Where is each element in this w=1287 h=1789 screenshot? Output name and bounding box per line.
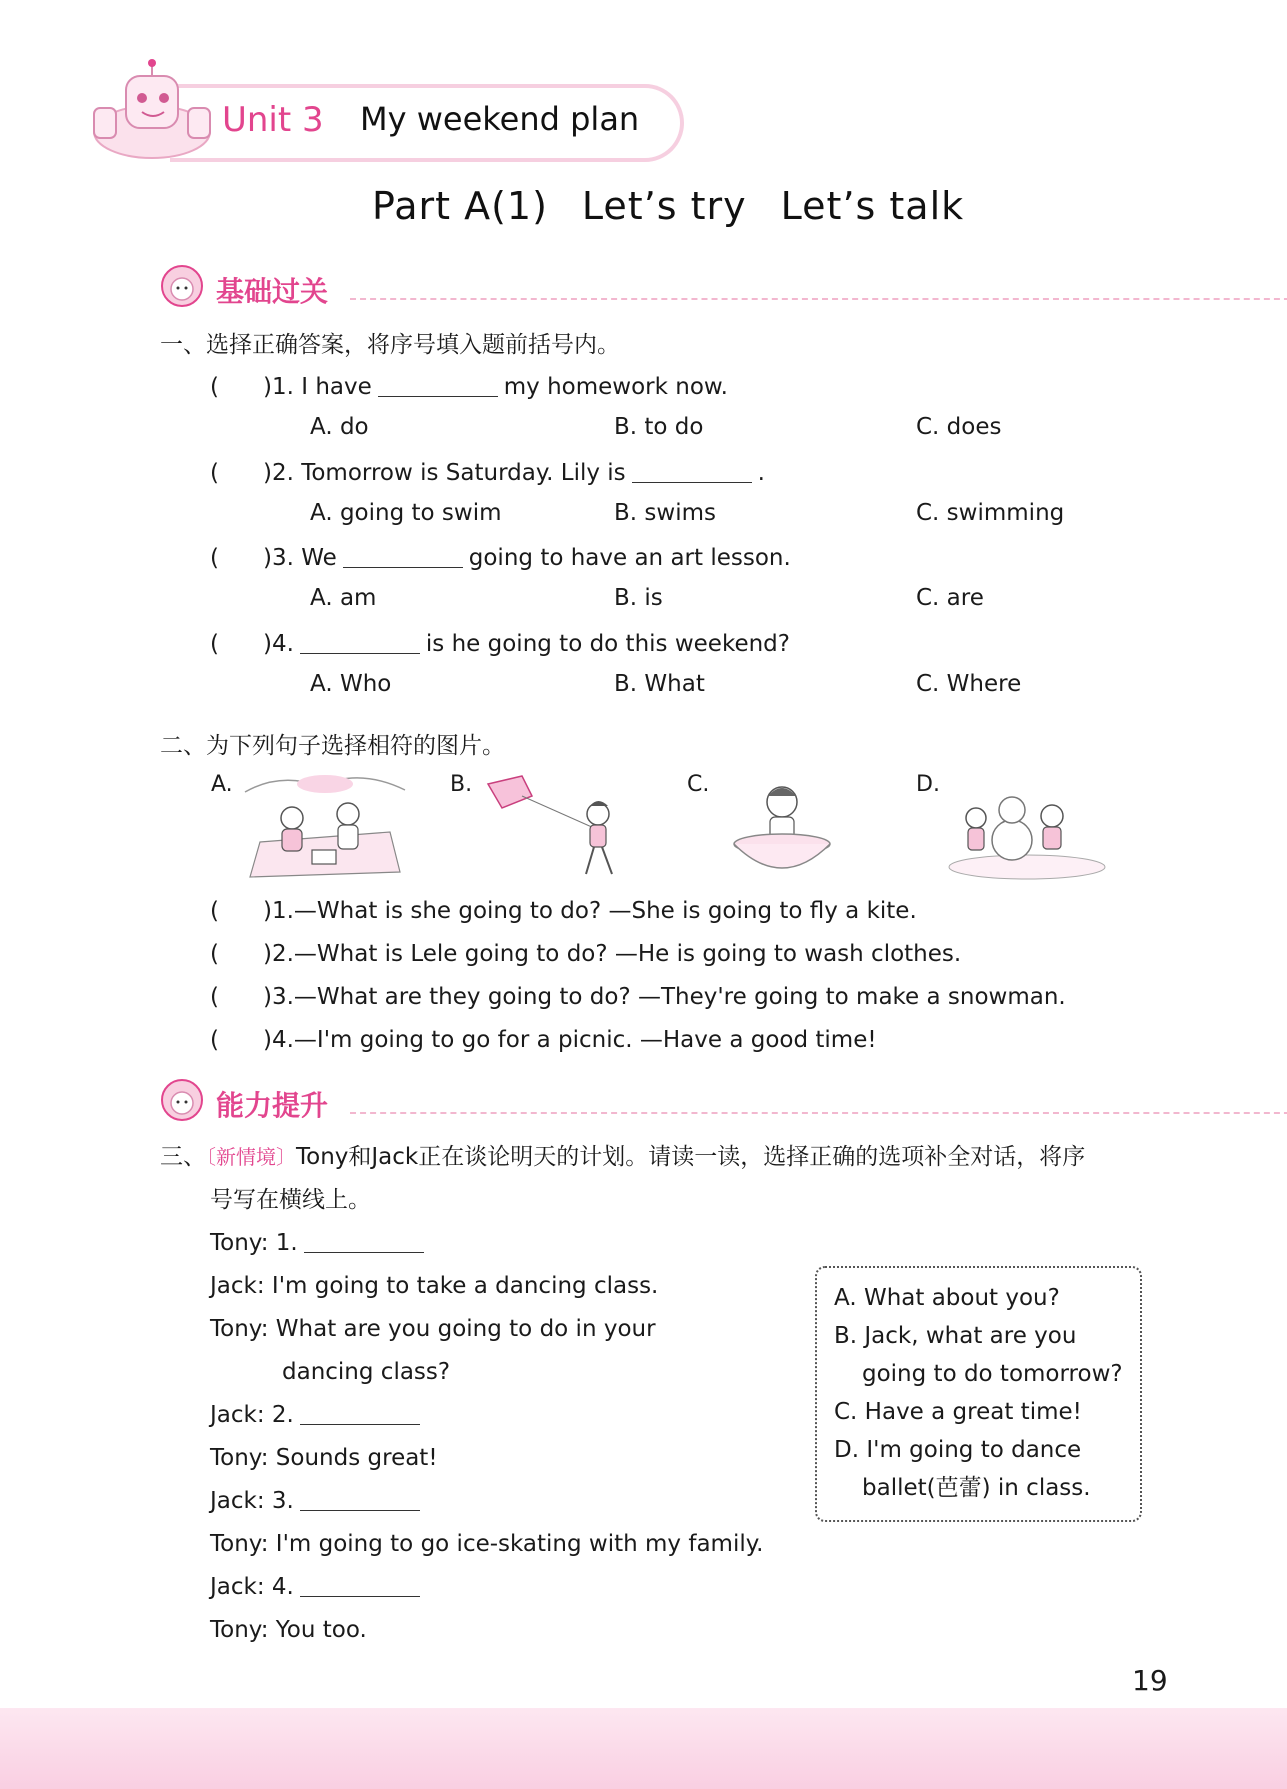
answer-paren: ( (210, 898, 219, 924)
item-text: —What are they going to do? —They're going to make a snowman. (293, 984, 1066, 1010)
item-number: )1. (262, 374, 294, 400)
answer-paren: ( (210, 374, 219, 400)
q1-4-option-b[interactable]: B. What (614, 671, 705, 697)
girl-face-icon (160, 264, 204, 308)
item-text-post: is he going to do this weekend? (425, 631, 790, 657)
q1-item-1 (210, 372, 728, 402)
q2-item-4 (210, 1025, 877, 1055)
q1-item-3 (210, 543, 791, 573)
fill-blank[interactable] (304, 1230, 424, 1253)
item-text-pre: We (301, 545, 337, 571)
speaker: Tony: (210, 1531, 269, 1557)
q1-2-option-a[interactable]: A. going to swim (310, 500, 502, 526)
item-text-post: my homework now. (503, 374, 728, 400)
speaker: Tony: (210, 1230, 269, 1256)
speaker: Jack: (210, 1402, 265, 1428)
q1-3-option-a[interactable]: A. am (310, 585, 377, 611)
option-b: B. Jack, what are you (834, 1323, 1077, 1349)
q2-item-2 (210, 939, 961, 969)
pic-label-b: B. (450, 772, 473, 797)
speaker: Jack: (210, 1273, 265, 1299)
item-number: )1. (262, 898, 294, 924)
answer-paren: ( (210, 1027, 219, 1053)
part-sub-talk: Let’s talk (780, 184, 965, 228)
q1-3-option-c[interactable]: C. are (916, 585, 984, 611)
fill-blank[interactable] (632, 460, 752, 483)
kite-girl-picture (482, 772, 632, 882)
q3-prefix: 三、 (160, 1144, 206, 1170)
mascot-illustration (82, 58, 222, 162)
option-d-cont: ballet(芭蕾) in class. (862, 1475, 1091, 1501)
item-number: )4. (262, 1027, 294, 1053)
page-number: 19 (1132, 1664, 1168, 1697)
speaker: Jack: (210, 1488, 265, 1514)
q1-item-2 (210, 458, 765, 488)
speaker: Tony: (210, 1316, 269, 1342)
fill-blank[interactable] (300, 1488, 420, 1511)
q1-item-4 (210, 629, 790, 659)
line-text: I'm going to take a dancing class. (271, 1273, 659, 1299)
item-text: —I'm going to go for a picnic. —Have a good time! (293, 1027, 877, 1053)
dialogue-line-7 (210, 1529, 763, 1559)
item-text: —What is Lele going to do? —He is going to wash clothes. (293, 941, 962, 967)
item-text-pre: Tomorrow is Saturday. Lily is (301, 460, 626, 486)
q1-2-option-b[interactable]: B. swims (614, 500, 716, 526)
section-divider (350, 1112, 1287, 1114)
dialogue-line-8 (210, 1572, 426, 1602)
dialogue-line-3b: dancing class? (282, 1359, 451, 1385)
section-header-basic (160, 264, 1160, 308)
item-number: )2. (262, 941, 294, 967)
answer-paren: ( (210, 941, 219, 967)
line-text: 4. (271, 1574, 294, 1600)
answer-paren: ( (210, 460, 219, 486)
line-text: 1. (275, 1230, 298, 1256)
answer-paren: ( (210, 631, 219, 657)
line-text: You too. (275, 1617, 367, 1643)
option-a: A. What about you? (834, 1285, 1060, 1311)
q1-2-option-c[interactable]: C. swimming (916, 500, 1065, 526)
dialogue-line-3 (210, 1314, 656, 1344)
dialogue-line-9 (210, 1615, 367, 1645)
boy-face-icon (160, 1078, 204, 1122)
footer-band (0, 1708, 1287, 1789)
q3-instruction (160, 1142, 1085, 1172)
item-text-post: going to have an art lesson. (468, 545, 791, 571)
section-header-ability (160, 1078, 1160, 1122)
answer-paren: ( (210, 545, 219, 571)
speaker: Tony: (210, 1617, 269, 1643)
line-text: Sounds great! (275, 1445, 438, 1471)
q1-4-option-a[interactable]: A. Who (310, 671, 392, 697)
section-label-basic: 基础过关 (216, 275, 329, 308)
section-label-ability: 能力提升 (216, 1089, 329, 1122)
q1-1-option-c[interactable]: C. does (916, 414, 1002, 440)
new-context-tag: 〔新情境〕 (206, 1145, 296, 1169)
dialogue-line-5 (210, 1443, 438, 1473)
line-text: 2. (271, 1402, 294, 1428)
item-number: )3. (262, 545, 294, 571)
item-number: )3. (262, 984, 294, 1010)
unit-title: My weekend plan (360, 100, 640, 138)
q1-1-option-b[interactable]: B. to do (614, 414, 704, 440)
part-name: Part A(1) (372, 184, 548, 228)
item-number: )2. (262, 460, 294, 486)
line-text: 3. (271, 1488, 294, 1514)
option-b-cont: going to do tomorrow? (862, 1361, 1123, 1387)
item-number: )4. (262, 631, 294, 657)
q1-4-option-c[interactable]: C. Where (916, 671, 1022, 697)
dialogue-line-6 (210, 1486, 426, 1516)
pic-label-a: A. (211, 772, 233, 797)
item-text-post: . (757, 460, 765, 486)
q3-instruction-2: 号写在横线上。 (210, 1187, 371, 1213)
dialogue-line-4 (210, 1400, 426, 1430)
fill-blank[interactable] (300, 631, 420, 654)
q2-item-1 (210, 896, 917, 926)
fill-blank[interactable] (378, 374, 498, 397)
unit-number: Unit 3 (222, 100, 324, 140)
pic-label-d: D. (916, 772, 940, 797)
pic-label-c: C. (687, 772, 710, 797)
q3-instruction-text: Tony和Jack正在谈论明天的计划。请读一读，选择正确的选项补全对话，将序 (296, 1144, 1086, 1170)
dialogue-line-1 (210, 1228, 430, 1258)
q2-item-3 (210, 982, 1066, 1012)
item-text: —What is she going to do? —She is going to fly a kite. (293, 898, 917, 924)
snowman-picture (942, 772, 1107, 882)
part-title (372, 184, 964, 228)
fill-blank[interactable] (300, 1574, 420, 1597)
q1-instruction: 一、选择正确答案，将序号填入题前括号内。 (160, 332, 620, 358)
option-d: D. I'm going to dance (834, 1437, 1082, 1463)
line-text: I'm going to go ice-skating with my family. (275, 1531, 764, 1557)
item-text-pre: I have (301, 374, 372, 400)
answer-paren: ( (210, 984, 219, 1010)
part-sub-try: Let’s try (581, 184, 747, 228)
fill-blank[interactable] (300, 1402, 420, 1425)
picnic-picture (240, 772, 410, 882)
dialogue-line-2 (210, 1271, 658, 1301)
line-text: What are you going to do in your (275, 1316, 656, 1342)
q1-1-option-a[interactable]: A. do (310, 414, 369, 440)
section-divider (350, 298, 1287, 300)
q1-3-option-b[interactable]: B. is (614, 585, 663, 611)
option-c: C. Have a great time! (834, 1399, 1082, 1425)
q2-instruction: 二、为下列句子选择相符的图片。 (160, 733, 505, 759)
speaker: Tony: (210, 1445, 269, 1471)
speaker: Jack: (210, 1574, 265, 1600)
fill-blank[interactable] (343, 545, 463, 568)
wash-clothes-picture (722, 772, 842, 882)
